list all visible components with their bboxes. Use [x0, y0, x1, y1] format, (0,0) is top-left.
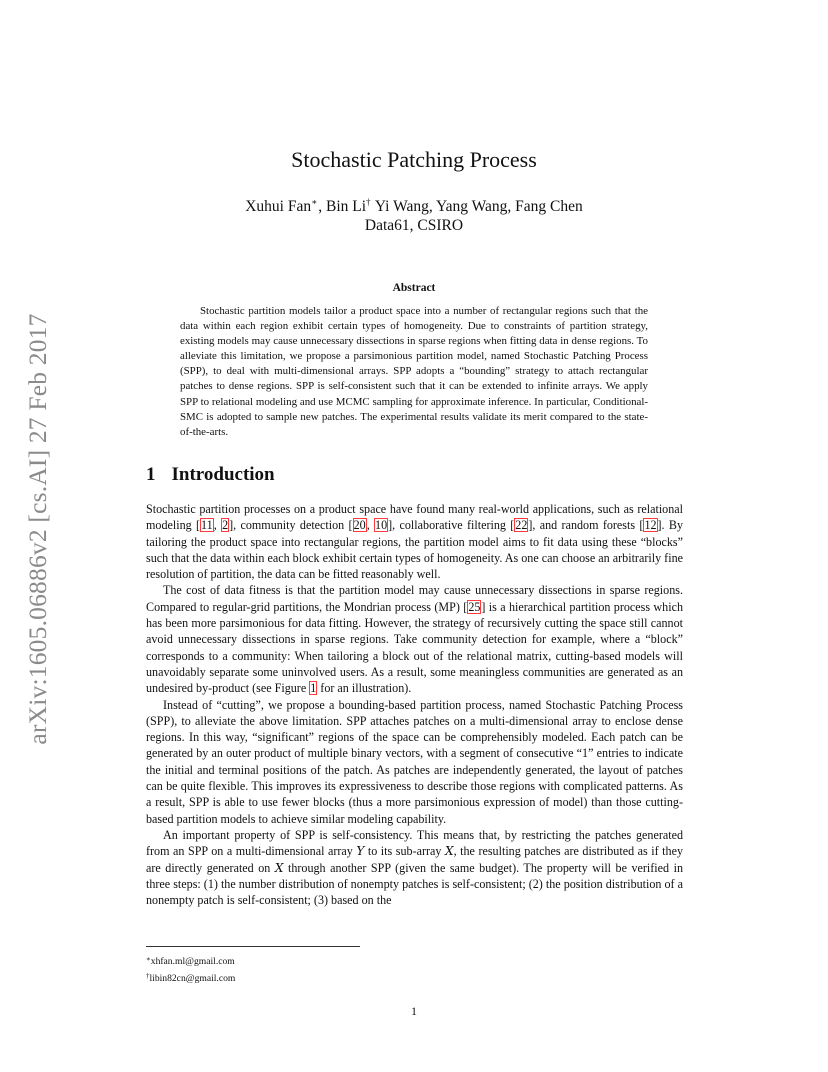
- paragraph-text: ], and random forests [: [528, 518, 644, 533]
- paragraph-text: ] is a hierarchical partition process which has been more parsimonious for data fitting. However, the strategy of recursively cutting the space still cannot avoid unnecessary dissections in sparse regions. Take community detection for example, where a “block” corresponds to a community: When tailoring a block out of the relational matrix, cutting-based models will unavoidably separate some uninvolved users. As a result, some meaningless communities are generated as an undesired by-product (see Figure: [146, 599, 683, 696]
- citation-link[interactable]: 12: [644, 518, 657, 533]
- math-symbol: Y: [356, 844, 365, 859]
- footnote-2-email: libin82cn@gmail.com: [149, 973, 236, 984]
- author-1: Xuhui Fan: [245, 198, 312, 215]
- author-block: [0, 193, 828, 235]
- paragraph-text: to its sub-array: [364, 844, 445, 859]
- introduction-body: [146, 501, 683, 908]
- footnote-2: [146, 969, 235, 986]
- footnote-1-mark: ∗: [146, 955, 151, 963]
- footnote-divider: [146, 946, 360, 947]
- paragraph-text: ], community detection [: [229, 518, 353, 533]
- abstract-heading: Abstract: [392, 282, 436, 294]
- paragraph-text: An important property of SPP is self-consistency. This means that, by restricting the patches generated from an SPP on a multi-dimensional array: [146, 827, 683, 859]
- footnotes: [146, 952, 235, 986]
- section-number: 1: [146, 464, 156, 485]
- figure-link[interactable]: 1: [310, 681, 317, 696]
- abstract-body: [180, 304, 648, 440]
- citation-link[interactable]: 22: [515, 518, 528, 533]
- affiliation: Data61, CSIRO: [364, 217, 464, 234]
- page-number: 1: [411, 1004, 417, 1018]
- paragraph-text: for an illustration).: [317, 681, 412, 696]
- author-line: Xuhui Fan∗, Bin Li† Yi Wang, Yang Wang, Fang Chen: [245, 197, 583, 215]
- citation-link[interactable]: 25: [468, 599, 481, 614]
- section-title: Introduction: [171, 464, 275, 485]
- paragraph-1: [146, 501, 683, 582]
- paragraph-text: , the resulting patches are distributed as if they are directly generated on: [146, 844, 683, 875]
- paragraph-text: through another SPP (given the same budget). The property will be verified in three steps: (1) the number distribution of nonempty patches is self-consistent; (2) the position distribution of a nonempty patch is self-consistent; (3) based on the: [146, 860, 683, 908]
- paragraph-text: Stochastic partition processes on a product space have found many real-world applications, such as relational modeling [: [146, 502, 683, 533]
- citation-link[interactable]: 10: [375, 518, 388, 533]
- footnote-1-email: xhfan.ml@gmail.com: [150, 956, 235, 967]
- citation-link[interactable]: 11: [201, 518, 213, 533]
- footnote-2-mark: †: [146, 972, 150, 980]
- citation-link[interactable]: 20: [353, 518, 366, 533]
- paragraph-text: ]. By tailoring the product space into rectangular regions, the partition model aims to fit data using these “blocks” such that the data within each block exhibit certain types of homogeneity. As one can choose an arbitrarily fine resolution of partition, the data can be fitted reasonably well.: [146, 518, 684, 582]
- author-1-footnote-mark: ∗: [311, 197, 318, 207]
- arxiv-identifier-text: arXiv:1605.06886v2 [cs.AI] 27 Feb 2017: [23, 313, 52, 745]
- math-symbol: X: [274, 860, 284, 875]
- paragraph-text: ], collaborative filtering [: [388, 518, 515, 533]
- paragraph-2: [146, 582, 683, 696]
- paragraph-4: [146, 827, 683, 908]
- paragraph-text: ,: [366, 518, 375, 533]
- author-2-footnote-mark: †: [366, 197, 371, 207]
- math-symbol: X: [444, 844, 454, 859]
- section-heading: [146, 464, 275, 486]
- paragraph-text: The cost of data fitness is that the partition model may cause unnecessary dissections in sparse regions. Compared to regular-grid partitions, the Mondrian process (MP) [: [146, 583, 683, 614]
- arxiv-identifier-stamp: [22, 298, 54, 760]
- author-2: Bin Li: [325, 198, 367, 215]
- citation-link[interactable]: 2: [222, 518, 229, 533]
- paragraph-3: Instead of “cutting”, we propose a bounding-based partition process, named Stochastic Patching Process (SPP), to alleviate the above limitation. SPP attaches patches on a multi-dimensional array to enclose dense regions. In this way, “significant” regions of the space can be comprehensibly modeled. Each patch can be generated by an outer product of multiple binary vectors, with a segment of consecutive “1” entries to indicate the initial and terminal positions of the patch. As patches are independently generated, the layout of patches can be quite flexible. This improves its expressiveness to describe those regions with complicated patterns. As a result, SPP is able to use fewer blocks (thus a more parsimonious expression of model) than those cutting-based partition models to achieve similar modeling capability.: [146, 697, 683, 826]
- footnote-1: [146, 952, 235, 969]
- paper-title: Stochastic Patching Process: [291, 147, 537, 172]
- paragraph-text: ,: [213, 518, 222, 533]
- other-authors: Yi Wang, Yang Wang, Fang Chen: [374, 198, 583, 215]
- abstract-text: Stochastic partition models tailor a product space into a number of rectangular regions such that the data within each region exhibit certain types of homogeneity. Due to constraints of partition strategy, existing models may cause unnecessary dissections in sparse regions when fitting data in dense regions. To alleviate this limitation, we propose a parsimonious partition model, named Stochastic Patching Process (SPP), to deal with multi-dimensional arrays. SPP adopts a “bounding” strategy to attach rectangular patches to dense regions. SPP is self-consistent such that it can be extended to infinite arrays. We apply SPP to relational modeling and use MCMC sampling for approximate inference. In particular, Conditional-SMC is adopted to sample new patches. The experimental results validate its merit compared to the state-of-the-arts.: [180, 305, 648, 438]
